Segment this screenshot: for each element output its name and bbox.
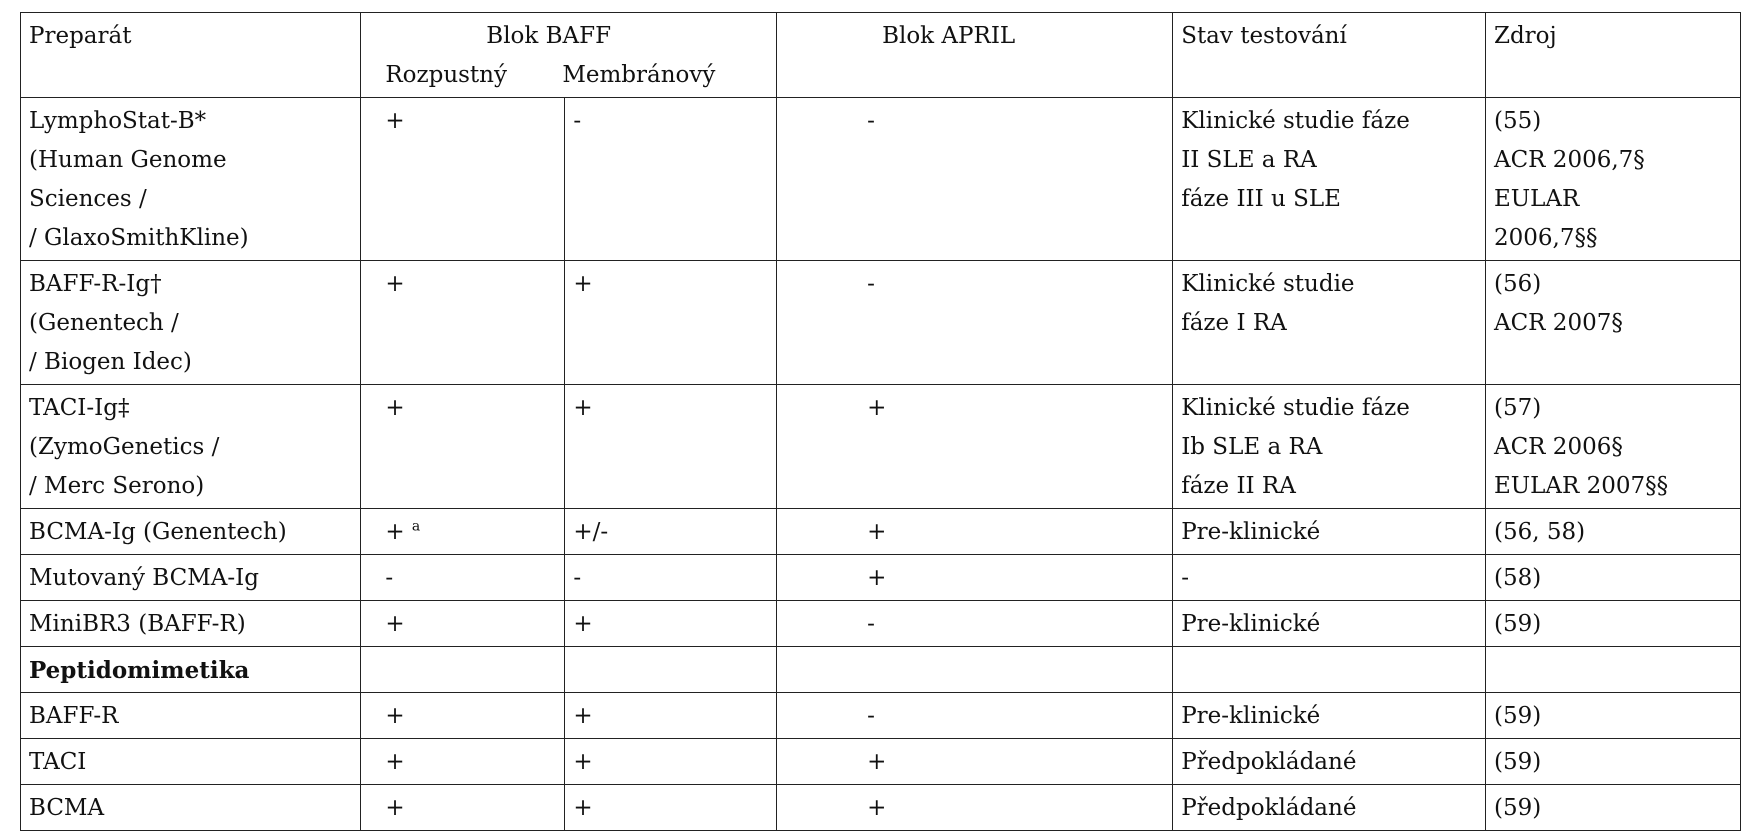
table-row xyxy=(21,785,1741,831)
section-label xyxy=(21,647,361,693)
cell-text: Sciences / xyxy=(29,186,147,212)
cell-text: - xyxy=(867,703,875,729)
cell-membranovy xyxy=(565,509,777,555)
cell-preparat xyxy=(21,509,361,555)
header-preparat xyxy=(21,13,361,98)
header-stav xyxy=(1173,13,1486,98)
table-row xyxy=(21,261,1741,385)
cell-text: BAFF-R xyxy=(29,703,119,729)
table-row xyxy=(21,601,1741,647)
cell-text: Pre-klinické xyxy=(1181,519,1321,545)
cell-april xyxy=(777,739,1173,785)
cell-april xyxy=(777,385,1173,509)
cell-text: - xyxy=(867,108,875,134)
cell-preparat xyxy=(21,555,361,601)
header-membranovy: Membránový xyxy=(562,62,716,88)
cell-text: EULAR 2007§§ xyxy=(1493,473,1669,499)
cell-april xyxy=(777,555,1173,601)
cell-text: - xyxy=(573,565,582,591)
header-blok-baff xyxy=(361,13,777,98)
header-blok-baff-text: Blok BAFF xyxy=(486,23,612,49)
cell-rozpustny xyxy=(361,555,565,601)
cell-text: + xyxy=(385,749,405,775)
cell-text: + xyxy=(385,108,405,134)
cell-text: (56) xyxy=(1493,271,1542,297)
cell-empty xyxy=(361,647,565,693)
cell-text: MiniBR3 (BAFF-R) xyxy=(29,611,246,637)
cell-text: + xyxy=(573,611,593,637)
cell-text: Klinické studie fáze xyxy=(1181,108,1410,134)
cell-empty xyxy=(565,647,777,693)
cell-text: ACR 2006,7§ xyxy=(1493,147,1645,173)
cell-stav xyxy=(1173,555,1486,601)
cell-stav xyxy=(1173,385,1486,509)
cell-april xyxy=(777,693,1173,739)
cell-text: / Merc Serono) xyxy=(29,473,205,499)
cell-text: fáze II RA xyxy=(1181,473,1296,499)
cell-text: (56, 58) xyxy=(1493,519,1586,545)
cell-rozpustny xyxy=(361,693,565,739)
cell-text: - xyxy=(573,108,582,134)
cell-text: + xyxy=(867,395,887,421)
cell-text: (Human Genome xyxy=(29,147,227,173)
cell-text: + xyxy=(385,395,405,421)
cell-membranovy xyxy=(565,261,777,385)
cell-zdroj xyxy=(1485,739,1740,785)
table-row xyxy=(21,385,1741,509)
cell-stav xyxy=(1173,693,1486,739)
cell-text: (ZymoGenetics / xyxy=(29,434,220,460)
cell-text: + xyxy=(385,611,405,637)
cell-text: (59) xyxy=(1493,611,1542,637)
cell-zdroj xyxy=(1485,693,1740,739)
cell-text: (59) xyxy=(1493,749,1542,775)
cell-text: (59) xyxy=(1493,703,1542,729)
cell-zdroj xyxy=(1485,385,1740,509)
cell-zdroj xyxy=(1485,509,1740,555)
cell-text: LymphoStat-B* xyxy=(29,108,207,134)
table-row xyxy=(21,98,1741,261)
cell-stav xyxy=(1173,785,1486,831)
cell-preparat xyxy=(21,739,361,785)
cell-text: Mutovaný BCMA-Ig xyxy=(29,565,259,591)
cell-preparat xyxy=(21,601,361,647)
cell-text: + xyxy=(385,703,405,729)
cell-rozpustny xyxy=(361,385,565,509)
cell-text: BCMA xyxy=(29,795,105,821)
footnote-marker: a xyxy=(411,518,421,535)
cell-text: Ib SLE a RA xyxy=(1181,434,1323,460)
cell-text: - xyxy=(385,565,394,591)
cell-text: (57) xyxy=(1493,395,1542,421)
header-zdroj-text: Zdroj xyxy=(1493,23,1557,49)
cell-text: Předpokládané xyxy=(1181,749,1357,775)
header-preparat-text: Preparát xyxy=(29,23,132,49)
cell-text: - xyxy=(1181,565,1189,591)
cell-text: II SLE a RA xyxy=(1181,147,1317,173)
cell-text: TACI xyxy=(29,749,87,775)
cell-rozpustny xyxy=(361,261,565,385)
cell-text: Předpokládané xyxy=(1181,795,1357,821)
cell-empty xyxy=(1485,647,1740,693)
cell-text: / Biogen Idec) xyxy=(29,349,192,375)
drug-table xyxy=(20,12,1741,831)
cell-zdroj xyxy=(1485,555,1740,601)
cell-text: ACR 2006§ xyxy=(1493,434,1623,460)
cell-preparat xyxy=(21,261,361,385)
cell-text: +/- xyxy=(573,519,609,545)
cell-april xyxy=(777,509,1173,555)
cell-membranovy xyxy=(565,98,777,261)
cell-text: TACI-Ig‡ xyxy=(29,395,130,421)
cell-zdroj xyxy=(1485,261,1740,385)
cell-text: + xyxy=(385,519,405,545)
header-row xyxy=(21,13,1741,98)
cell-text: + xyxy=(573,395,593,421)
cell-rozpustny xyxy=(361,739,565,785)
cell-text: (Genentech / xyxy=(29,310,179,336)
cell-text: ACR 2007§ xyxy=(1493,310,1623,336)
cell-rozpustny xyxy=(361,509,565,555)
cell-text: fáze III u SLE xyxy=(1181,186,1341,212)
cell-text: EULAR xyxy=(1493,186,1580,212)
header-stav-text: Stav testování xyxy=(1181,23,1347,49)
cell-text: Klinické studie fáze xyxy=(1181,395,1410,421)
cell-text: 2006,7§§ xyxy=(1493,225,1598,251)
cell-text: + xyxy=(867,519,887,545)
cell-rozpustny xyxy=(361,601,565,647)
cell-preparat xyxy=(21,785,361,831)
cell-text: + xyxy=(385,795,405,821)
cell-text: + xyxy=(867,565,887,591)
cell-stav xyxy=(1173,261,1486,385)
cell-membranovy xyxy=(565,385,777,509)
cell-text: Pre-klinické xyxy=(1181,611,1321,637)
cell-text: / GlaxoSmithKline) xyxy=(29,225,249,251)
cell-text: + xyxy=(573,703,593,729)
cell-rozpustny xyxy=(361,98,565,261)
cell-text: - xyxy=(867,611,875,637)
cell-text: BAFF-R-Ig† xyxy=(29,271,162,297)
cell-zdroj xyxy=(1485,785,1740,831)
cell-april xyxy=(777,601,1173,647)
header-blok-april xyxy=(777,13,1173,98)
cell-text: + xyxy=(573,795,593,821)
cell-zdroj xyxy=(1485,98,1740,261)
cell-april xyxy=(777,785,1173,831)
cell-text: (59) xyxy=(1493,795,1542,821)
cell-preparat xyxy=(21,98,361,261)
section-label-text: Peptidomimetika xyxy=(29,657,250,684)
cell-stav xyxy=(1173,98,1486,261)
cell-empty xyxy=(777,647,1173,693)
cell-membranovy xyxy=(565,785,777,831)
cell-text: Pre-klinické xyxy=(1181,703,1321,729)
cell-april xyxy=(777,261,1173,385)
cell-preparat xyxy=(21,385,361,509)
section-row xyxy=(21,647,1741,693)
cell-text: (55) xyxy=(1493,108,1542,134)
table-row xyxy=(21,509,1741,555)
header-blok-april-text: Blok APRIL xyxy=(882,23,1016,49)
cell-membranovy xyxy=(565,555,777,601)
cell-text: BCMA-Ig (Genentech) xyxy=(29,519,287,545)
cell-text: - xyxy=(867,271,875,297)
cell-april xyxy=(777,98,1173,261)
cell-text: fáze I RA xyxy=(1181,310,1287,336)
cell-empty xyxy=(1173,647,1486,693)
cell-membranovy xyxy=(565,739,777,785)
cell-text: + xyxy=(573,271,593,297)
cell-text: (58) xyxy=(1493,565,1542,591)
cell-text: + xyxy=(385,271,405,297)
header-rozpustny: Rozpustný xyxy=(385,62,507,88)
cell-membranovy xyxy=(565,601,777,647)
cell-stav xyxy=(1173,739,1486,785)
cell-text: Klinické studie xyxy=(1181,271,1355,297)
table-row xyxy=(21,739,1741,785)
cell-stav xyxy=(1173,509,1486,555)
cell-membranovy xyxy=(565,693,777,739)
cell-preparat xyxy=(21,693,361,739)
cell-text: + xyxy=(867,795,887,821)
cell-text: + xyxy=(867,749,887,775)
cell-stav xyxy=(1173,601,1486,647)
header-zdroj xyxy=(1485,13,1740,98)
cell-rozpustny xyxy=(361,785,565,831)
table-row xyxy=(21,693,1741,739)
cell-text: + xyxy=(573,749,593,775)
cell-zdroj xyxy=(1485,601,1740,647)
table-row xyxy=(21,555,1741,601)
